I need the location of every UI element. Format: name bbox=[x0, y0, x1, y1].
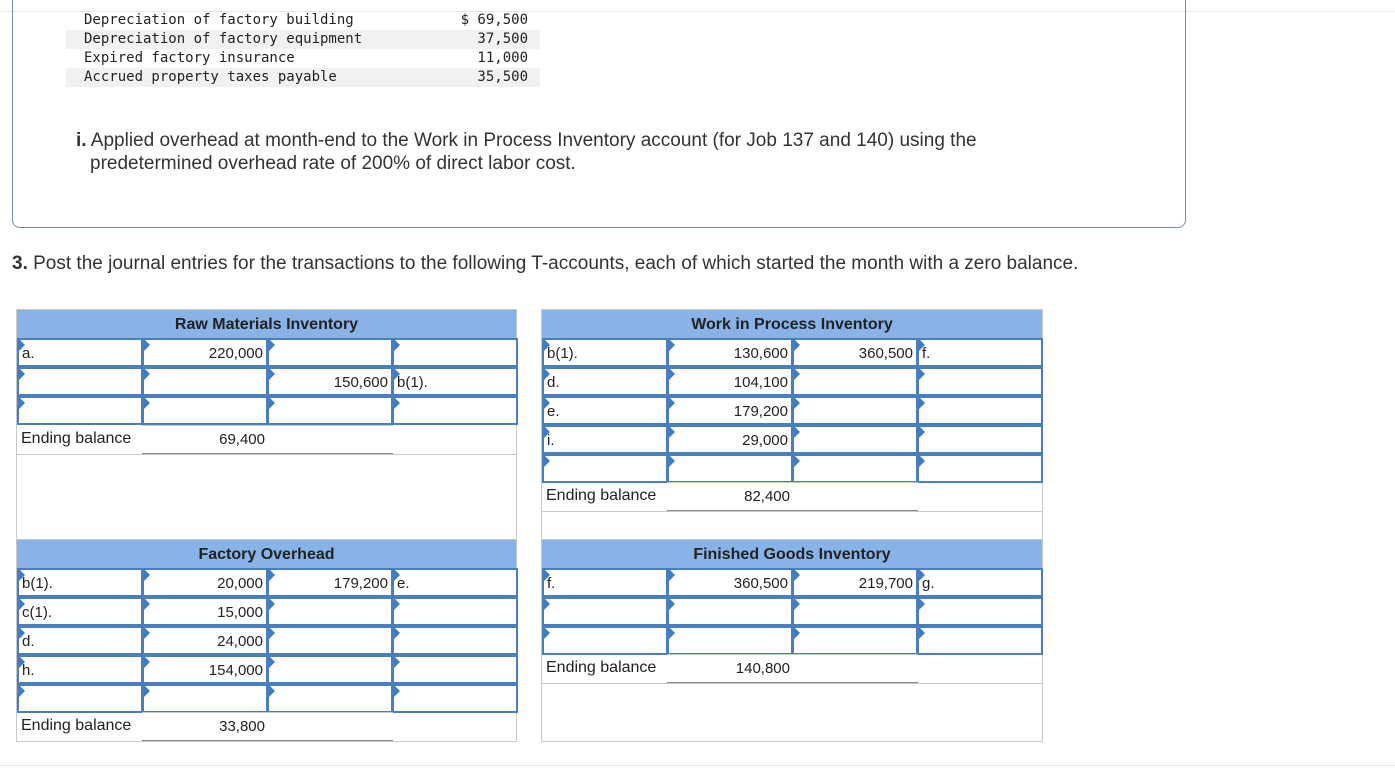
question-3-text: Post the journal entries for the transactions to the following T-accounts, each of which started the month with a zero balance. bbox=[27, 253, 1079, 274]
cell-value: b(1). bbox=[22, 575, 53, 592]
ending-balance-label: Ending balance bbox=[546, 659, 657, 676]
debit-label-input[interactable] bbox=[17, 396, 143, 425]
finished-goods-inventory-t-account bbox=[541, 539, 1043, 742]
credit-amount-input[interactable] bbox=[267, 367, 393, 396]
credit-amount-input[interactable] bbox=[792, 454, 918, 483]
credit-label-input[interactable] bbox=[392, 655, 518, 684]
debit-amount-input[interactable] bbox=[667, 396, 793, 425]
debit-amount-input[interactable] bbox=[667, 425, 793, 454]
ending-balance-label: Ending balance bbox=[546, 487, 657, 504]
credit-amount-input[interactable] bbox=[792, 626, 918, 655]
ending-balance-amount: 140,800 bbox=[735, 660, 790, 677]
debit-label-input[interactable] bbox=[17, 684, 143, 713]
ending-divider bbox=[17, 741, 516, 742]
factory-overhead-title: Factory Overhead bbox=[17, 540, 516, 569]
debit-label-input[interactable] bbox=[542, 597, 668, 626]
instruction-i bbox=[76, 129, 1076, 175]
cell-value: a. bbox=[22, 345, 35, 362]
debit-amount-input[interactable] bbox=[667, 626, 793, 655]
overhead-costs-table bbox=[66, 11, 540, 87]
debit-label-input[interactable] bbox=[17, 597, 143, 626]
item-label: Expired factory insurance bbox=[84, 50, 295, 66]
question-3 bbox=[12, 253, 1078, 275]
ending-divider bbox=[17, 454, 516, 455]
cell-value: 15,000 bbox=[217, 604, 263, 621]
raw-materials-inventory-t-account bbox=[16, 309, 517, 540]
finished-goods-inventory-title: Finished Goods Inventory bbox=[542, 540, 1042, 569]
cell-value: e. bbox=[547, 403, 560, 420]
ending-balance-credit bbox=[267, 712, 393, 741]
credit-label-input[interactable] bbox=[917, 396, 1043, 425]
debit-amount-input[interactable] bbox=[667, 338, 793, 367]
ending-balance-value bbox=[667, 654, 793, 683]
debit-label-input[interactable] bbox=[17, 626, 143, 655]
cell-value: b(1). bbox=[397, 374, 428, 391]
credit-amount-input[interactable] bbox=[267, 626, 393, 655]
instruction-i-prefix: i. bbox=[76, 130, 87, 151]
cell-value: b(1). bbox=[547, 345, 578, 362]
table-row bbox=[66, 49, 540, 68]
debit-label-input[interactable] bbox=[542, 396, 668, 425]
debit-amount-input[interactable] bbox=[667, 597, 793, 626]
work-in-process-inventory-t-account bbox=[541, 309, 1043, 540]
item-amount: 35,500 bbox=[477, 69, 528, 85]
debit-amount-input[interactable] bbox=[142, 396, 268, 425]
credit-label-input[interactable] bbox=[392, 367, 518, 396]
item-label: Depreciation of factory equipment bbox=[84, 31, 363, 47]
cell-value: 360,500 bbox=[858, 345, 913, 362]
credit-label-input[interactable] bbox=[392, 568, 518, 597]
cell-value: 220,000 bbox=[208, 345, 263, 362]
ending-balance-amount: 33,800 bbox=[219, 718, 265, 735]
debit-amount-input[interactable] bbox=[142, 338, 268, 367]
credit-label-input[interactable] bbox=[917, 454, 1043, 483]
debit-label-input[interactable] bbox=[542, 425, 668, 454]
work-in-process-inventory-title: Work in Process Inventory bbox=[542, 310, 1042, 339]
debit-amount-input[interactable] bbox=[142, 655, 268, 684]
cell-value: c(1). bbox=[22, 604, 52, 621]
cell-value: 219,700 bbox=[858, 575, 913, 592]
ending-balance-credit bbox=[792, 654, 918, 683]
credit-amount-input[interactable] bbox=[792, 425, 918, 454]
credit-label-input[interactable] bbox=[917, 626, 1043, 655]
cell-value: e. bbox=[397, 575, 410, 592]
ending-balance-label: Ending balance bbox=[21, 717, 132, 734]
item-amount: 11,000 bbox=[477, 50, 528, 66]
debit-amount-input[interactable] bbox=[142, 597, 268, 626]
ending-balance-credit bbox=[267, 425, 393, 454]
cell-value: f. bbox=[922, 345, 931, 362]
credit-amount-input[interactable] bbox=[792, 396, 918, 425]
cell-value: 360,500 bbox=[733, 575, 788, 592]
cell-value: g. bbox=[922, 575, 935, 592]
cell-value: 179,200 bbox=[733, 403, 788, 420]
debit-amount-input[interactable] bbox=[142, 626, 268, 655]
item-label: Accrued property taxes payable bbox=[84, 69, 337, 85]
table-row bbox=[66, 68, 540, 87]
debit-label-input[interactable] bbox=[17, 367, 143, 396]
question-3-prefix: 3. bbox=[12, 253, 28, 274]
debit-label-input[interactable] bbox=[542, 338, 668, 367]
debit-label-input[interactable] bbox=[542, 626, 668, 655]
instruction-i-line2: predetermined overhead rate of 200% of direct labor cost. bbox=[90, 153, 576, 174]
credit-amount-input[interactable] bbox=[792, 367, 918, 396]
cell-value: 130,600 bbox=[733, 345, 788, 362]
credit-label-input[interactable] bbox=[917, 367, 1043, 396]
debit-label-input[interactable] bbox=[17, 655, 143, 684]
table-row bbox=[66, 30, 540, 49]
cell-value: 29,000 bbox=[742, 432, 788, 449]
ending-balance-value bbox=[667, 482, 793, 511]
credit-amount-input[interactable] bbox=[792, 568, 918, 597]
ending-divider bbox=[542, 511, 1042, 512]
item-amount: $ 69,500 bbox=[460, 12, 528, 28]
debit-amount-input[interactable] bbox=[142, 568, 268, 597]
debit-label-input[interactable] bbox=[542, 454, 668, 483]
credit-label-input[interactable] bbox=[917, 425, 1043, 454]
raw-materials-inventory-title: Raw Materials Inventory bbox=[17, 310, 516, 339]
cell-value: i. bbox=[547, 432, 555, 449]
cell-value: f. bbox=[547, 575, 556, 592]
ending-balance-value bbox=[142, 425, 268, 454]
credit-label-input[interactable] bbox=[392, 396, 518, 425]
debit-label-input[interactable] bbox=[17, 568, 143, 597]
credit-label-input[interactable] bbox=[917, 568, 1043, 597]
credit-amount-input[interactable] bbox=[792, 338, 918, 367]
credit-label-input[interactable] bbox=[917, 597, 1043, 626]
ending-balance-credit bbox=[792, 482, 918, 511]
cell-value: 179,200 bbox=[333, 575, 388, 592]
credit-label-input[interactable] bbox=[392, 338, 518, 367]
credit-amount-input[interactable] bbox=[267, 396, 393, 425]
cell-value: d. bbox=[547, 374, 560, 391]
cell-value: 104,100 bbox=[733, 374, 788, 391]
credit-amount-input[interactable] bbox=[267, 338, 393, 367]
table-row bbox=[66, 11, 540, 30]
debit-label-input[interactable] bbox=[542, 568, 668, 597]
ending-divider bbox=[542, 683, 1042, 684]
credit-label-input[interactable] bbox=[392, 626, 518, 655]
cell-value: 154,000 bbox=[208, 662, 263, 679]
credit-label-input[interactable] bbox=[392, 597, 518, 626]
ending-balance-amount: 69,400 bbox=[219, 431, 265, 448]
ending-balance-label: Ending balance bbox=[21, 430, 132, 447]
cell-value: h. bbox=[22, 662, 35, 679]
credit-amount-input[interactable] bbox=[267, 568, 393, 597]
debit-amount-input[interactable] bbox=[142, 684, 268, 713]
bottom-divider bbox=[0, 765, 1395, 766]
debit-amount-input[interactable] bbox=[667, 568, 793, 597]
credit-label-input[interactable] bbox=[917, 338, 1043, 367]
factory-overhead-t-account bbox=[16, 539, 517, 742]
instruction-i-line1: Applied overhead at month-end to the Work in Process Inventory account (for Job 137 and 140) using the bbox=[86, 130, 977, 151]
credit-amount-input[interactable] bbox=[267, 684, 393, 713]
debit-amount-input[interactable] bbox=[142, 367, 268, 396]
ending-balance-amount: 82,400 bbox=[744, 488, 790, 505]
cell-value: 24,000 bbox=[217, 633, 263, 650]
item-label: Depreciation of factory building bbox=[84, 12, 354, 28]
debit-label-input[interactable] bbox=[17, 338, 143, 367]
debit-label-input[interactable] bbox=[542, 367, 668, 396]
debit-amount-input[interactable] bbox=[667, 367, 793, 396]
credit-label-input[interactable] bbox=[392, 684, 518, 713]
credit-amount-input[interactable] bbox=[267, 597, 393, 626]
cell-value: 20,000 bbox=[217, 575, 263, 592]
credit-amount-input[interactable] bbox=[792, 597, 918, 626]
cell-value: d. bbox=[22, 633, 35, 650]
credit-amount-input[interactable] bbox=[267, 655, 393, 684]
item-amount: 37,500 bbox=[477, 31, 528, 47]
ending-balance-value bbox=[142, 712, 268, 741]
debit-amount-input[interactable] bbox=[667, 454, 793, 483]
cell-value: 150,600 bbox=[333, 374, 388, 391]
